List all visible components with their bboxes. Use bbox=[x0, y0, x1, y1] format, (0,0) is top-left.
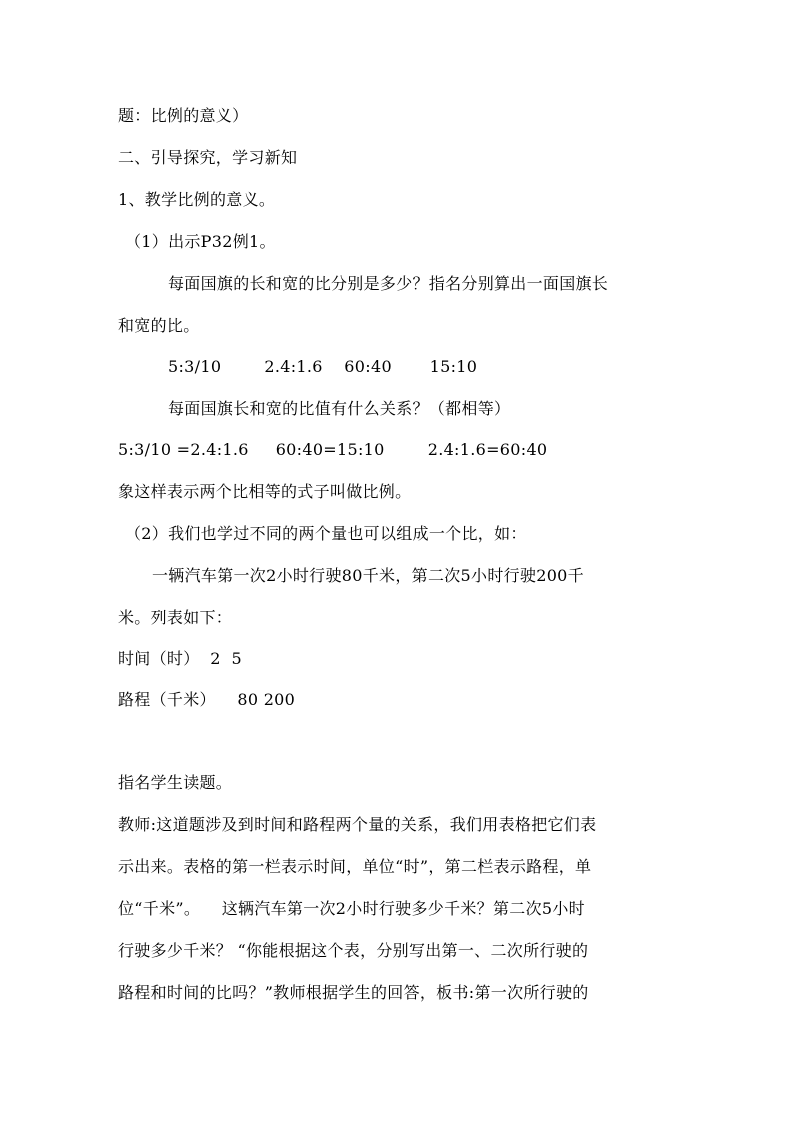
example-heading: （1）出示P32例1。 bbox=[125, 232, 276, 251]
question-line: 每面国旗长和宽的比值有什么关系？（都相等） bbox=[168, 399, 511, 418]
subsection-heading: 1、教学比例的意义。 bbox=[118, 190, 276, 209]
paragraph-line: 一辆汽车第一次2小时行驶80千米，第二次5小时行驶200千 bbox=[152, 566, 584, 585]
section-heading: 二、引导探究，学习新知 bbox=[118, 148, 298, 167]
ratio-equations: 5:3/10 =2.4:1.6 60:40=15:10 2.4:1.6=60:40 bbox=[118, 440, 548, 459]
table-row-time: 时间（时） 2 5 bbox=[118, 649, 243, 668]
ratio-list: 5:3/10 2.4:1.6 60:40 15:10 bbox=[168, 357, 478, 376]
paragraph-line: 示出来。表格的第一栏表示时间，单位“时”，第二栏表示路程，单 bbox=[118, 857, 592, 876]
paragraph-line: 每面国旗的长和宽的比分别是多少？指名分别算出一面国旗长 bbox=[168, 274, 609, 293]
paragraph-line: 位“千米”。 这辆汽车第一次2小时行驶多少千米？第二次5小时 bbox=[118, 899, 585, 918]
paragraph-line: （2）我们也学过不同的两个量也可以组成一个比，如： bbox=[125, 524, 527, 543]
paragraph-line: 行驶多少千米？ “你能根据这个表，分别写出第一、二次所行驶的 bbox=[118, 941, 589, 960]
paragraph-line: 米。列表如下： bbox=[118, 608, 233, 627]
definition-line: 象这样表示两个比相等的式子叫做比例。 bbox=[118, 482, 412, 501]
paragraph-line: 指名学生读题。 bbox=[118, 773, 233, 792]
paragraph-line: 和宽的比。 bbox=[118, 316, 200, 335]
paragraph-line: 路程和时间的比吗？”教师根据学生的回答，板书:第一次所行驶的 bbox=[118, 983, 589, 1002]
table-row-distance: 路程（千米） 80 200 bbox=[118, 690, 296, 709]
paragraph-line: 教师:这道题涉及到时间和路程两个量的关系，我们用表格把它们表 bbox=[118, 815, 597, 834]
text-line-topic-end: 题：比例的意义） bbox=[118, 106, 249, 125]
